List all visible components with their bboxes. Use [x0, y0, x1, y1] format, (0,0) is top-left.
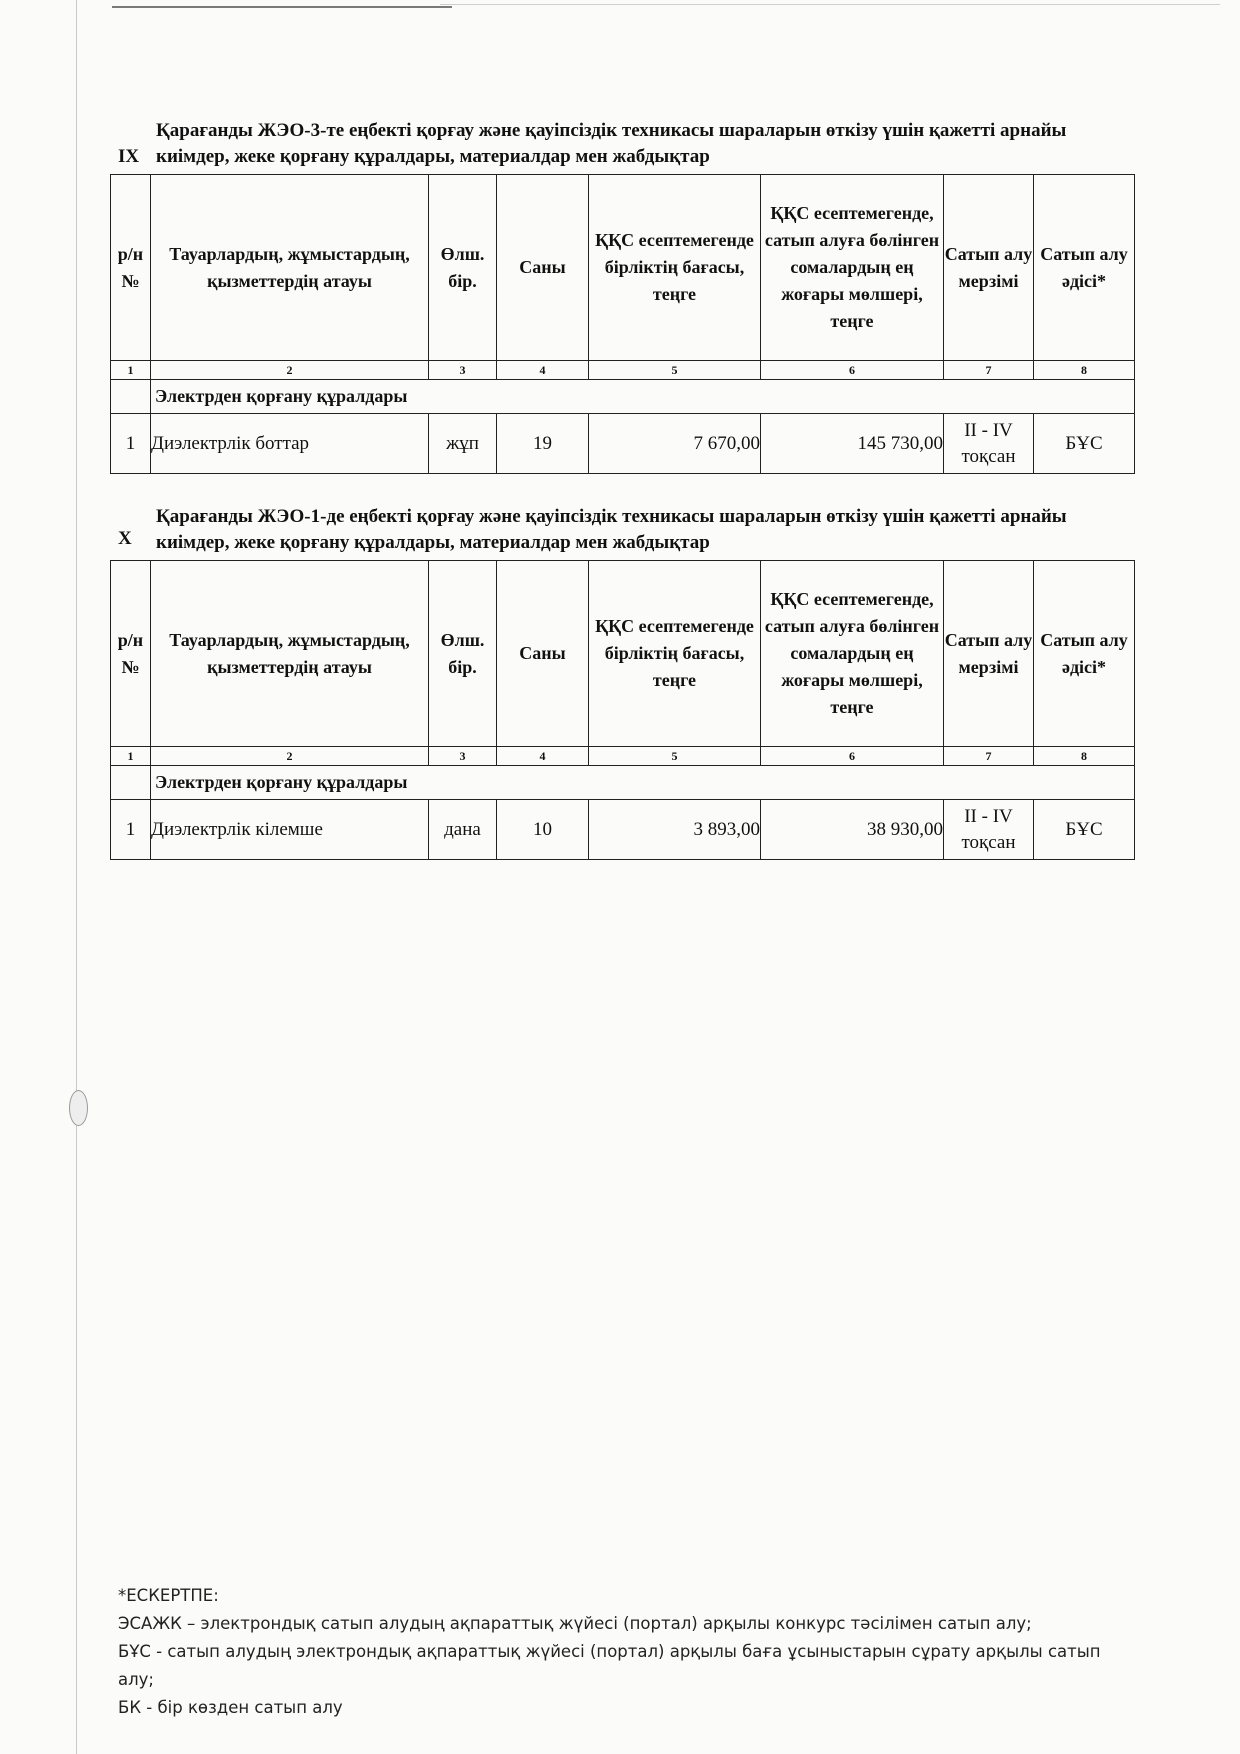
- row-total: 145 730,00: [761, 414, 944, 474]
- footnote-line: БҰС - сатып алудың электрондық ақпараттық жүйесі (портал) арқылы баға ұсыныстарын сұрату арқылы сатып алу;: [118, 1642, 1101, 1689]
- row-total: 38 930,00: [761, 800, 944, 860]
- footnote-line: ЭСАЖК – электрондық сатып алудың ақпараттық жүйесі (портал) арқылы конкурс тәсілімен сатып алу;: [118, 1614, 1032, 1633]
- header-name: Тауарлардың, жұмыстардың, қызметтердің атауы: [151, 561, 429, 747]
- header-total: ҚҚС есептемегенде, сатып алуға бөлінген сомалардың ең жоғары мөлшері, теңге: [761, 175, 944, 361]
- category-row: [111, 766, 1135, 800]
- col-number: 6: [761, 361, 944, 380]
- header-price: ҚҚС есептемегенде бірліктің бағасы, теңге: [589, 175, 761, 361]
- header-name: Тауарлардың, жұмыстардың, қызметтердің атауы: [151, 175, 429, 361]
- row-period: [944, 800, 1034, 860]
- row-period-line2: тоқсан: [961, 445, 1016, 467]
- col-number: 8: [1034, 361, 1135, 380]
- col-number: 8: [1034, 747, 1135, 766]
- row-price: 7 670,00: [589, 414, 761, 474]
- category-label: Электрден қорғану құралдары: [151, 766, 1135, 800]
- category-spacer: [111, 380, 151, 414]
- scan-top-edge: [112, 6, 452, 8]
- col-number: 1: [111, 747, 151, 766]
- col-number: 2: [151, 747, 429, 766]
- section-title: Қарағанды ЖЭО-1-де еңбекті қорғау және қауіпсіздік техникасы шараларын өткізу үшін қажетті арнайы киімдер, жеке қорғану құралдары, материалдар мен жабдықтар: [156, 506, 1067, 553]
- section-number: IX: [118, 146, 140, 167]
- header-period: Сатып алу мерзімі: [944, 175, 1034, 361]
- table-row: [111, 414, 1135, 474]
- section-header: [110, 504, 1134, 560]
- footnote-line: БК - бір көзден сатып алу: [118, 1698, 343, 1717]
- header-qty: Саны: [497, 175, 589, 361]
- col-number: 4: [497, 747, 589, 766]
- footnote-heading: *ЕСКЕРТПЕ:: [118, 1586, 219, 1605]
- col-number: 5: [589, 747, 761, 766]
- row-unit: жұп: [429, 414, 497, 474]
- header-num: р/н №: [111, 175, 151, 361]
- col-number: 6: [761, 747, 944, 766]
- header-qty: Саны: [497, 561, 589, 747]
- row-method: БҰС: [1034, 800, 1135, 860]
- row-period-line1: II - IV: [964, 419, 1013, 441]
- header-unit: Өлш. бір.: [429, 175, 497, 361]
- row-unit: дана: [429, 800, 497, 860]
- punch-hole-mark: [69, 1090, 88, 1126]
- table-header-row: [111, 561, 1135, 747]
- row-period: [944, 414, 1034, 474]
- row-num: 1: [111, 414, 151, 474]
- scan-top-edge-faint: [440, 4, 1220, 5]
- header-num: р/н №: [111, 561, 151, 747]
- table-header-row: [111, 175, 1135, 361]
- section-number: X: [118, 528, 132, 549]
- category-label: Электрден қорғану құралдары: [151, 380, 1135, 414]
- table-row: [111, 800, 1135, 860]
- header-price: ҚҚС есептемегенде бірліктің бағасы, теңге: [589, 561, 761, 747]
- row-num: 1: [111, 800, 151, 860]
- procurement-table: [110, 560, 1135, 860]
- scan-left-edge: [76, 0, 77, 1754]
- row-method: БҰС: [1034, 414, 1135, 474]
- header-total: ҚҚС есептемегенде, сатып алуға бөлінген сомалардың ең жоғары мөлшері, теңге: [761, 561, 944, 747]
- col-number: 7: [944, 747, 1034, 766]
- category-spacer: [111, 766, 151, 800]
- row-period-line1: II - IV: [964, 805, 1013, 827]
- row-qty: 10: [497, 800, 589, 860]
- header-method: Сатып алу әдісі*: [1034, 561, 1135, 747]
- row-name: Диэлектрлік боттар: [151, 414, 429, 474]
- col-number: 3: [429, 747, 497, 766]
- row-name: Диэлектрлік кілемше: [151, 800, 429, 860]
- row-price: 3 893,00: [589, 800, 761, 860]
- col-number: 3: [429, 361, 497, 380]
- header-period: Сатып алу мерзімі: [944, 561, 1034, 747]
- row-period-line2: тоқсан: [961, 831, 1016, 853]
- header-unit: Өлш. бір.: [429, 561, 497, 747]
- footnote: [118, 1582, 1118, 1722]
- col-number: 7: [944, 361, 1034, 380]
- row-qty: 19: [497, 414, 589, 474]
- section-x: [110, 504, 1134, 860]
- col-number: 5: [589, 361, 761, 380]
- col-number: 1: [111, 361, 151, 380]
- section-title: Қарағанды ЖЭО-3-те еңбекті қорғау және қауіпсіздік техникасы шараларын өткізу үшін қажетті арнайы киімдер, жеке қорғану құралдары, материалдар мен жабдықтар: [156, 120, 1067, 167]
- column-number-row: [111, 361, 1135, 380]
- column-number-row: [111, 747, 1135, 766]
- col-number: 2: [151, 361, 429, 380]
- header-method: Сатып алу әдісі*: [1034, 175, 1135, 361]
- col-number: 4: [497, 361, 589, 380]
- section-ix: [110, 118, 1134, 474]
- procurement-table: [110, 174, 1135, 474]
- section-header: [110, 118, 1134, 174]
- category-row: [111, 380, 1135, 414]
